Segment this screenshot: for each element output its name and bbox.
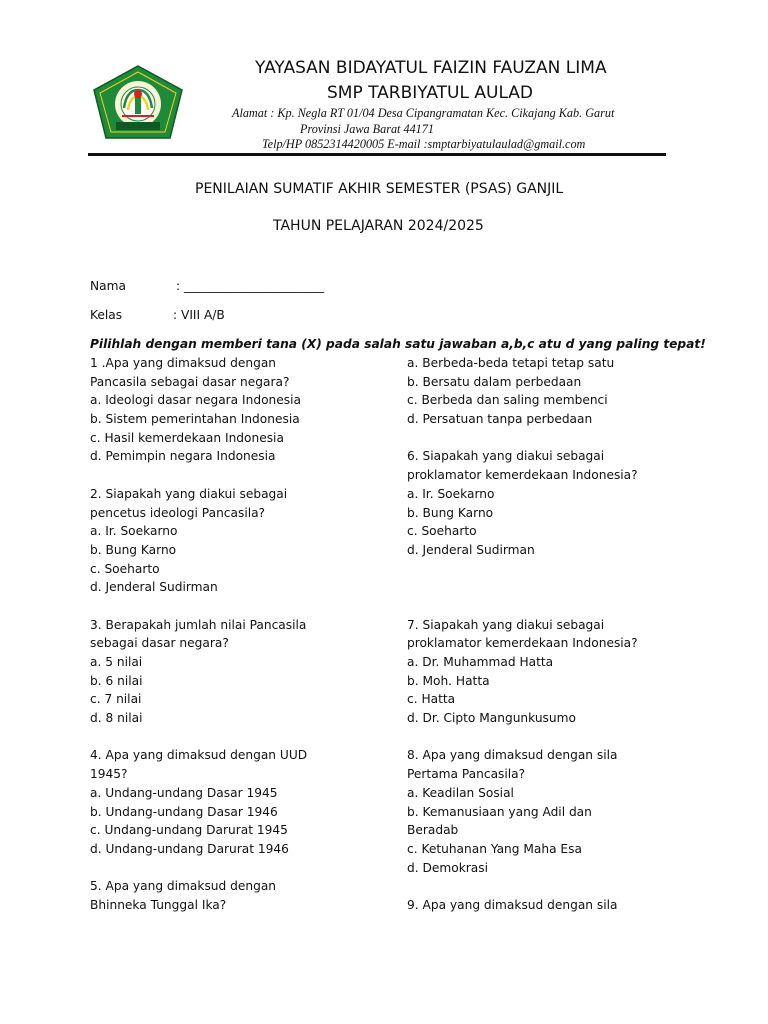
blank-line [90, 859, 390, 878]
school-logo [92, 64, 184, 142]
question-line: d. Pemimpin negara Indonesia [90, 449, 276, 464]
question-line: Pancasila sebagai dasar negara? [90, 374, 290, 389]
question-line: d. Jenderal Sudirman [407, 542, 535, 557]
question-line: c. Soeharto [407, 524, 477, 539]
question-line: Pertama Pancasila? [407, 767, 526, 782]
question-line: c. Hasil kemerdekaan Indonesia [90, 430, 284, 445]
question-line: Beradab [407, 823, 459, 838]
blank-line [407, 560, 707, 579]
question-line: c. 7 nilai [90, 692, 142, 707]
question-line: c. Ketuhanan Yang Maha Esa [407, 841, 582, 856]
question-line: a. Dr. Muhammad Hatta [407, 655, 554, 669]
address-line-2: Provinsi Jawa Barat 44171 [300, 122, 434, 136]
blank-line [407, 429, 707, 448]
blank-line [407, 597, 707, 616]
question-line: a. 5 nilai [90, 655, 143, 669]
question-line: c. Soeharto [90, 561, 160, 576]
blank-line [90, 597, 390, 616]
foundation-name: YAYASAN BIDAYATUL FAIZIN FAUZAN LIMA [255, 58, 607, 78]
question-line: c. Undang-undang Darurat 1945 [90, 823, 288, 838]
question-line: proklamator kemerdekaan Indonesia? [407, 636, 638, 651]
blank-line [407, 578, 707, 597]
question-line: a. Ideologi dasar negara Indonesia [90, 393, 301, 408]
question-line: pencetus ideologi Pancasila? [90, 505, 266, 520]
question-line: b. Kemanusiaan yang Adil dan [407, 804, 592, 819]
question-line: d. Jenderal Sudirman [90, 580, 218, 595]
question-line: a. Ir. Soekarno [407, 486, 495, 501]
letterhead-divider [88, 153, 666, 156]
blank-line [407, 728, 707, 747]
question-line: d. 8 nilai [90, 711, 143, 726]
question-line: 4. Apa yang dimaksud dengan UUD [90, 748, 308, 763]
question-line: b. Bung Karno [407, 505, 494, 520]
class-label: Kelas [90, 308, 123, 322]
exam-title: PENILAIAN SUMATIF AKHIR SEMESTER (PSAS) GANJIL [195, 181, 564, 197]
question-line: d. Undang-undang Darurat 1946 [90, 841, 289, 856]
question-line: c. Hatta [407, 692, 456, 707]
question-line: d. Persatuan tanpa perbedaan [407, 412, 593, 427]
question-line: d. Dr. Cipto Mangunkusumo [407, 711, 576, 726]
question-line: d. Demokrasi [407, 860, 488, 875]
instruction: Pilihlah dengan memberi tana (X) pada salah satu jawaban a,b,c atu d yang paling tepat! [90, 337, 706, 351]
question-line: 5. Apa yang dimaksud dengan [90, 879, 277, 894]
academic-year: TAHUN PELAJARAN 2024/2025 [273, 218, 484, 234]
question-line: 1 .Apa yang dimaksud dengan [90, 356, 277, 370]
question-line: 2. Siapakah yang diakui sebagai [90, 486, 288, 501]
question-line: b. Bersatu dalam perbedaan [407, 374, 582, 389]
question-line: b. Sistem pemerintahan Indonesia [90, 412, 300, 427]
question-line: b. Bung Karno [90, 542, 177, 557]
question-line: a. Berbeda-beda tetapi tetap satu [407, 356, 615, 370]
question-line: 9. Apa yang dimaksud dengan sila [407, 897, 618, 912]
question-line: 1945? [90, 767, 128, 782]
name-field: : _______________________ [176, 279, 325, 293]
question-line: b. Undang-undang Dasar 1946 [90, 804, 278, 819]
question-line: b. 6 nilai [90, 673, 143, 688]
question-column-left [90, 354, 390, 915]
question-line: sebagai dasar negara? [90, 636, 229, 651]
address-line-1: Alamat : Kp. Negla RT 01/04 Desa Cipangramatan Kec. Cikajang Kab. Garut [232, 106, 615, 120]
question-line: c. Berbeda dan saling membenci [407, 393, 608, 408]
question-line: a. Keadilan Sosial [407, 785, 514, 800]
question-column-right [407, 354, 707, 915]
question-line: proklamator kemerdekaan Indonesia? [407, 468, 638, 483]
question-line: 6. Siapakah yang diakui sebagai [407, 449, 605, 464]
name-label: Nama [90, 279, 126, 293]
blank-line [90, 728, 390, 747]
question-line: 3. Berapakah jumlah nilai Pancasila [90, 617, 307, 632]
question-line: b. Moh. Hatta [407, 673, 490, 688]
blank-line [90, 466, 390, 485]
question-line: 8. Apa yang dimaksud dengan sila [407, 748, 618, 763]
question-line: 7. Siapakah yang diakui sebagai [407, 617, 605, 632]
blank-line [407, 877, 707, 896]
contact-line: Telp/HP 085231442000​5 E-mail :smptarbiyatulaulad@gmail.com [262, 137, 586, 151]
question-line: a. Undang-undang Dasar 1945 [90, 785, 278, 800]
question-line: a. Ir. Soekarno [90, 524, 178, 539]
class-value: : VIII A/B [173, 308, 225, 322]
question-line: Bhinneka Tunggal Ika? [90, 897, 227, 912]
school-name: SMP TARBIYATUL AULAD [327, 83, 534, 103]
